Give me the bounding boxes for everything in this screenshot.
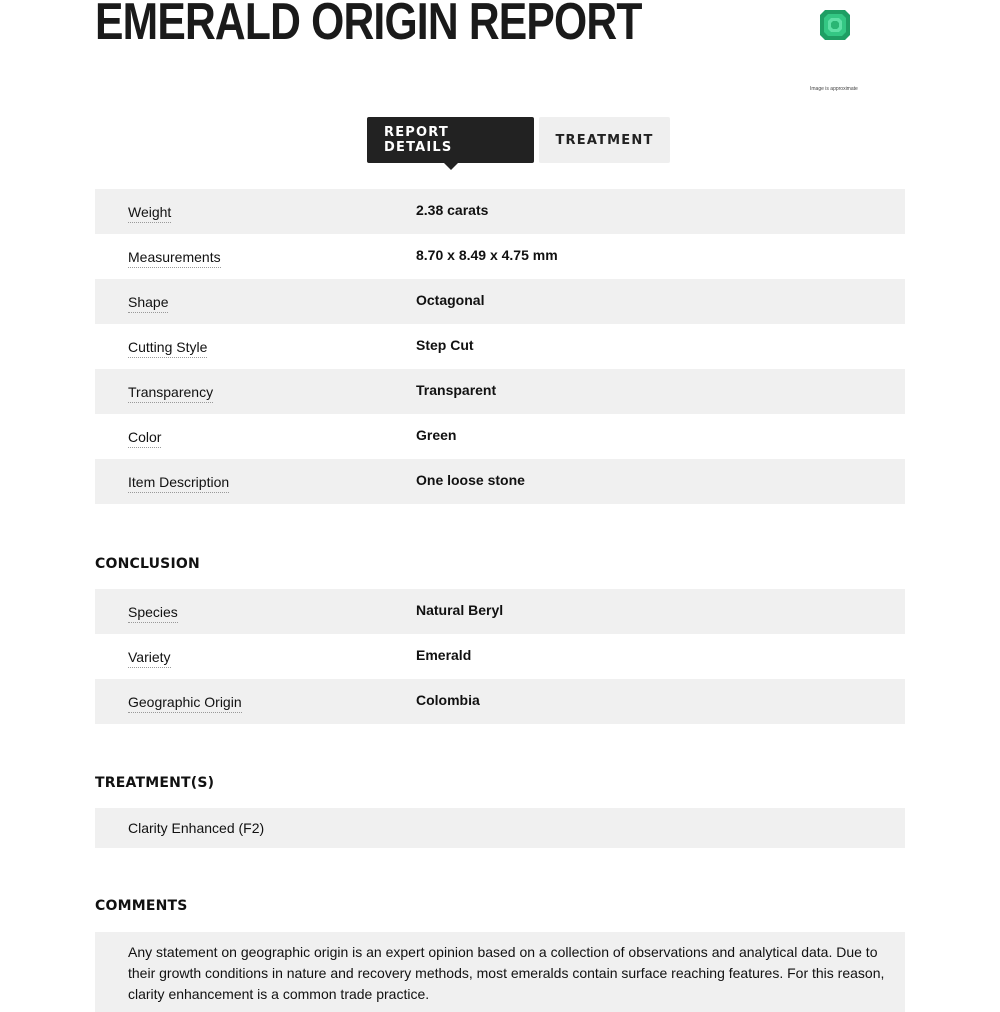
table-row [95, 634, 905, 679]
table-row [95, 369, 905, 414]
table-row [95, 279, 905, 324]
page-title: EMERALD ORIGIN REPORT [95, 0, 642, 51]
row-value: Transparent [416, 382, 497, 398]
row-label[interactable]: Geographic Origin [128, 694, 242, 713]
table-row [95, 414, 905, 459]
image-caption: Image is approximate [810, 86, 858, 92]
comments-heading: COMMENTS [95, 898, 188, 914]
row-value: Natural Beryl [416, 602, 504, 618]
table-row [95, 234, 905, 279]
details-table [95, 189, 905, 504]
row-label[interactable]: Color [128, 429, 161, 448]
row-label[interactable]: Shape [128, 294, 168, 313]
row-label[interactable]: Species [128, 604, 178, 623]
row-label[interactable]: Variety [128, 649, 171, 668]
emerald-gem-icon [818, 8, 852, 42]
table-row [95, 324, 905, 369]
treatment-value: Clarity Enhanced (F2) [95, 808, 905, 848]
row-label[interactable]: Weight [128, 204, 171, 223]
table-row [95, 589, 905, 634]
conclusion-table [95, 589, 905, 724]
row-value: 8.70 x 8.49 x 4.75 mm [416, 247, 558, 263]
row-value: Emerald [416, 647, 472, 663]
report-tabs [367, 117, 670, 163]
row-label[interactable]: Transparency [128, 384, 213, 403]
row-value: 2.38 carats [416, 202, 489, 218]
conclusion-heading: CONCLUSION [95, 556, 200, 572]
tab-treatment[interactable]: TREATMENT [539, 117, 670, 163]
table-row [95, 459, 905, 504]
row-label[interactable]: Cutting Style [128, 339, 207, 358]
row-value: Colombia [416, 692, 480, 708]
gem-image [812, 8, 862, 42]
row-value: One loose stone [416, 472, 525, 488]
tab-report-details[interactable]: REPORT DETAILS [367, 117, 534, 163]
row-value: Octagonal [416, 292, 485, 308]
row-label[interactable]: Measurements [128, 249, 221, 268]
row-label[interactable]: Item Description [128, 474, 229, 493]
comments-text: Any statement on geographic origin is an expert opinion based on a collection of observations and analytical data. Due to their growth conditions in nature and recovery methods, most emeralds contain surface reaching features. For this reason, clarity enhancement is a common trade practice. [95, 932, 905, 1012]
table-row [95, 189, 905, 234]
row-value: Step Cut [416, 337, 474, 353]
row-value: Green [416, 427, 457, 443]
treatments-heading: TREATMENT(S) [95, 775, 215, 791]
table-row [95, 679, 905, 724]
